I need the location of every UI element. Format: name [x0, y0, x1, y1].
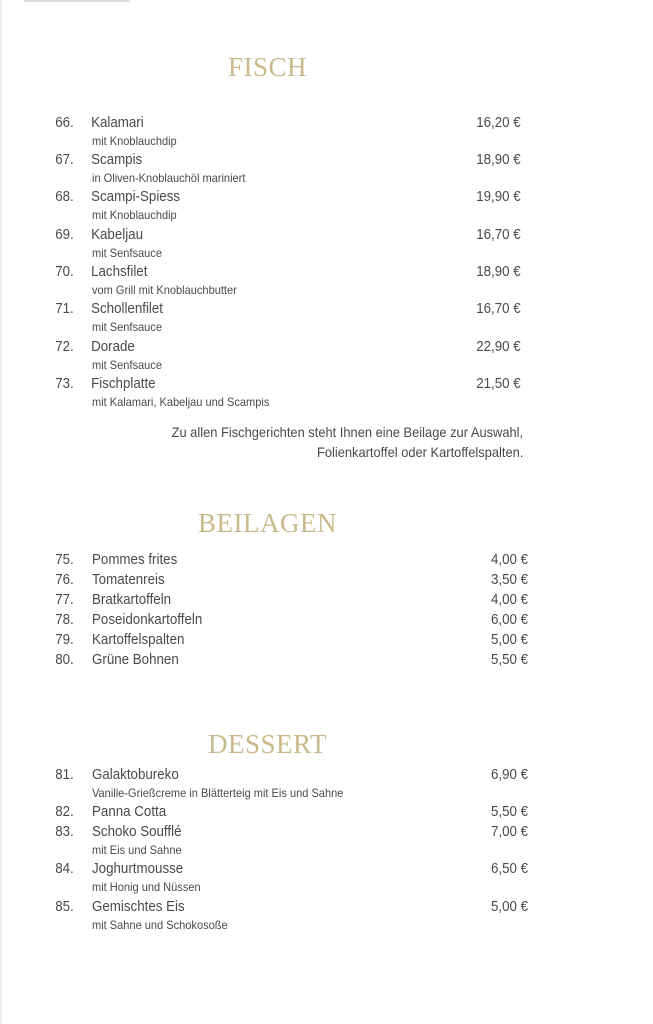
item-number: 73. [55, 376, 74, 392]
section-title-dessert: DESSERT [208, 729, 327, 759]
item-description: mit Senfsauce [92, 320, 162, 334]
item-price: 5,00 € [490, 632, 529, 648]
item-name: Tomatenreis [92, 572, 165, 588]
item-name: Scampis [91, 152, 143, 168]
item-price: 5,50 € [490, 652, 529, 668]
item-price: 6,90 € [490, 767, 529, 783]
item-number: 66. [55, 115, 74, 131]
item-price: 6,00 € [490, 612, 529, 628]
item-number: 80. [55, 652, 74, 668]
item-name: Kartoffelspalten [92, 632, 185, 648]
item-name: Scampi-Spiess [91, 189, 181, 205]
item-price: 18,90 € [476, 264, 521, 280]
item-number: 81. [55, 767, 74, 783]
item-description: mit Eis und Sahne [92, 843, 182, 857]
item-price: 4,00 € [490, 552, 529, 568]
item-name: Panna Cotta [92, 804, 167, 820]
item-description: mit Kalamari, Kabeljau und Scampis [92, 395, 270, 409]
item-price: 19,90 € [476, 189, 521, 205]
item-name: Schoko Soufflé [92, 824, 182, 840]
item-name: Schollenfilet [91, 301, 164, 317]
item-name: Dorade [91, 339, 135, 355]
item-price: 7,00 € [490, 824, 529, 840]
item-number: 84. [55, 861, 74, 877]
item-description: mit Knoblauchdip [92, 134, 177, 148]
item-name: Pommes frites [92, 552, 178, 568]
item-name: Grüne Bohnen [92, 652, 179, 668]
item-price: 22,90 € [476, 339, 521, 355]
side-dish-note-line-1: Zu allen Fischgerichten steht Ihnen eine Beilage zur Auswahl, [171, 424, 523, 440]
item-name: Kalamari [91, 115, 144, 131]
item-description: mit Senfsauce [92, 246, 162, 260]
item-price: 18,90 € [476, 152, 521, 168]
item-number: 72. [55, 339, 74, 355]
item-number: 69. [55, 227, 74, 243]
item-description: vom Grill mit Knoblauchbutter [92, 283, 237, 297]
item-description: mit Senfsauce [92, 358, 162, 372]
item-description: mit Knoblauchdip [92, 208, 177, 222]
item-name: Gemischtes Eis [92, 899, 185, 915]
section-title-beilagen: BEILAGEN [198, 508, 337, 538]
item-number: 67. [55, 152, 74, 168]
side-dish-note-line-2: Folienkartoffel oder Kartoffelspalten. [316, 444, 523, 460]
item-description: mit Honig und Nüssen [92, 880, 201, 894]
item-description: Vanille-Grießcreme in Blätterteig mit Eis und Sahne [92, 786, 344, 800]
item-number: 68. [55, 189, 74, 205]
item-number: 77. [55, 592, 74, 608]
item-price: 21,50 € [476, 376, 521, 392]
item-price: 5,00 € [490, 899, 529, 915]
item-number: 83. [55, 824, 74, 840]
item-number: 78. [55, 612, 74, 628]
item-name: Joghurtmousse [92, 861, 184, 877]
page-top-tab [24, 0, 130, 2]
item-number: 71. [55, 301, 74, 317]
item-name: Kabeljau [91, 227, 144, 243]
item-number: 82. [55, 804, 74, 820]
item-name: Galaktobureko [92, 767, 179, 783]
section-title-fisch: FISCH [227, 52, 308, 82]
item-number: 85. [55, 899, 74, 915]
item-number: 79. [55, 632, 74, 648]
item-number: 76. [55, 572, 74, 588]
item-price: 5,50 € [490, 804, 529, 820]
item-price: 16,70 € [476, 227, 521, 243]
item-number: 70. [55, 264, 74, 280]
item-name: Poseidonkartoffeln [92, 612, 203, 628]
item-name: Fischplatte [91, 376, 156, 392]
item-name: Lachsfilet [91, 264, 148, 280]
item-description: in Oliven-Knoblauchöl mariniert [92, 171, 246, 185]
item-number: 75. [55, 552, 74, 568]
item-price: 3,50 € [490, 572, 529, 588]
item-price: 16,20 € [476, 115, 521, 131]
item-price: 4,00 € [490, 592, 529, 608]
item-description: mit Sahne und Schokosoße [92, 918, 228, 932]
item-name: Bratkartoffeln [92, 592, 172, 608]
item-price: 6,50 € [490, 861, 529, 877]
item-price: 16,70 € [476, 301, 521, 317]
